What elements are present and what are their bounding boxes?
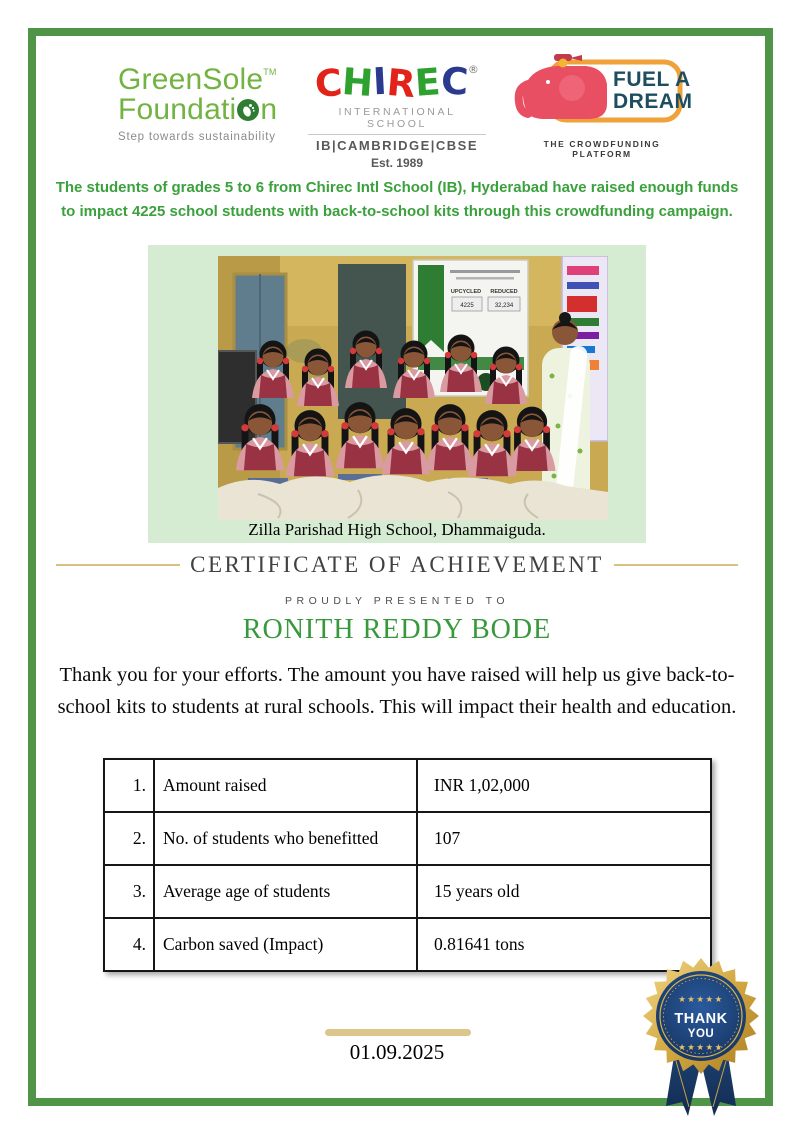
fueladream-tagline: THE CROWDFUNDING PLATFORM [543,139,661,159]
photo-panel [148,245,646,543]
chirec-letter: H [340,59,375,106]
fueladream-text-line1: FUEL A [613,68,691,91]
thank-you-message: Thank you for your efforts. The amount you have raised will help us give back-to-school kits to students at rural schools. This will impact their health and education. [57,664,737,719]
row-label: No. of students who benefitted [154,812,417,865]
chirec-wordmark [308,50,486,107]
greensole-logo-line1 [118,57,298,95]
chirec-letter: C [439,59,470,104]
row-label: Average age of students [154,865,417,918]
photo-caption: Zilla Parishad High School, Dhammaiguda. [248,520,546,539]
row-value: 0.81641 tons [417,918,711,971]
fueladream-logo [512,52,692,159]
poster-upcycled-label: UPCYCLED [450,289,482,295]
row-value: 15 years old [417,865,711,918]
impact-table [103,758,712,972]
gold-date-rule [325,1029,471,1036]
table-row [104,865,711,918]
chirec-established: Est. 1989 [370,156,424,170]
row-number: 3. [104,865,154,918]
chirec-letter: R [385,60,418,107]
intro-paragraph: The students of grades 5 to 6 from Chirec Intl School (IB), Hyderabad have raised enough funds to impact 4225 school students with back-to-school kits through this crowdfunding campaign. [55,179,739,220]
chirec-school-logo [308,50,486,170]
certificate-date: 01.09.2025 [349,1040,445,1064]
table-row [104,759,711,812]
row-value: 107 [417,812,711,865]
trademark-symbol: TM [263,67,277,77]
table-row [104,918,711,971]
greensole-wordmark: GreenSole [118,63,264,96]
row-value: INR 1,02,000 [417,759,711,812]
badge-text-thank: THANK [674,1011,728,1027]
badge-stars-top: ★★★★★ [678,994,724,1004]
recipient-name: RONITH REDDY BODE [242,614,552,645]
group-photo-illustration [218,256,608,520]
greensole-tagline: Step towards sustainability [118,131,276,143]
footprint-icon [236,98,260,128]
certificate-title-row [0,552,794,578]
badge-text-you: YOU [687,1028,715,1040]
fueladream-text-line2: DREAM [613,90,692,113]
row-number: 1. [104,759,154,812]
chirec-letter: C [313,60,345,107]
poster-reduced-label: REDUCED [490,289,518,295]
badge-starburst [643,958,759,1074]
chirec-subtitle: INTERNATIONAL SCHOOL [338,106,456,130]
chirec-letter: I [372,59,389,104]
row-label: Carbon saved (Impact) [154,918,417,971]
certificate-title: CERTIFICATE OF ACHIEVEMENT [190,552,604,577]
fueladream-logo-art [512,52,692,132]
greensole-foundation-text-end: n [260,93,278,126]
presented-to-label: PROUDLY PRESENTED TO [284,595,509,607]
thank-you-badge [640,956,762,1122]
greensole-logo-line2 [118,95,298,128]
greensole-foundation-logo [118,57,298,143]
table-row [104,812,711,865]
row-label: Amount raised [154,759,417,812]
gold-divider-right [614,564,738,566]
row-number: 2. [104,812,154,865]
chirec-letter: E [413,60,443,105]
poster-reduced-value: 32,234 [494,303,514,309]
gold-divider-left [56,564,180,566]
poster-upcycled-value: 4225 [460,303,474,309]
registered-symbol: ® [467,63,479,76]
greensole-foundation-text: Foundati [118,93,237,126]
row-number: 4. [104,918,154,971]
chirec-curricula: IB|CAMBRIDGE|CBSE [308,134,486,153]
badge-stars-bottom: ★★★★★ [678,1042,724,1052]
